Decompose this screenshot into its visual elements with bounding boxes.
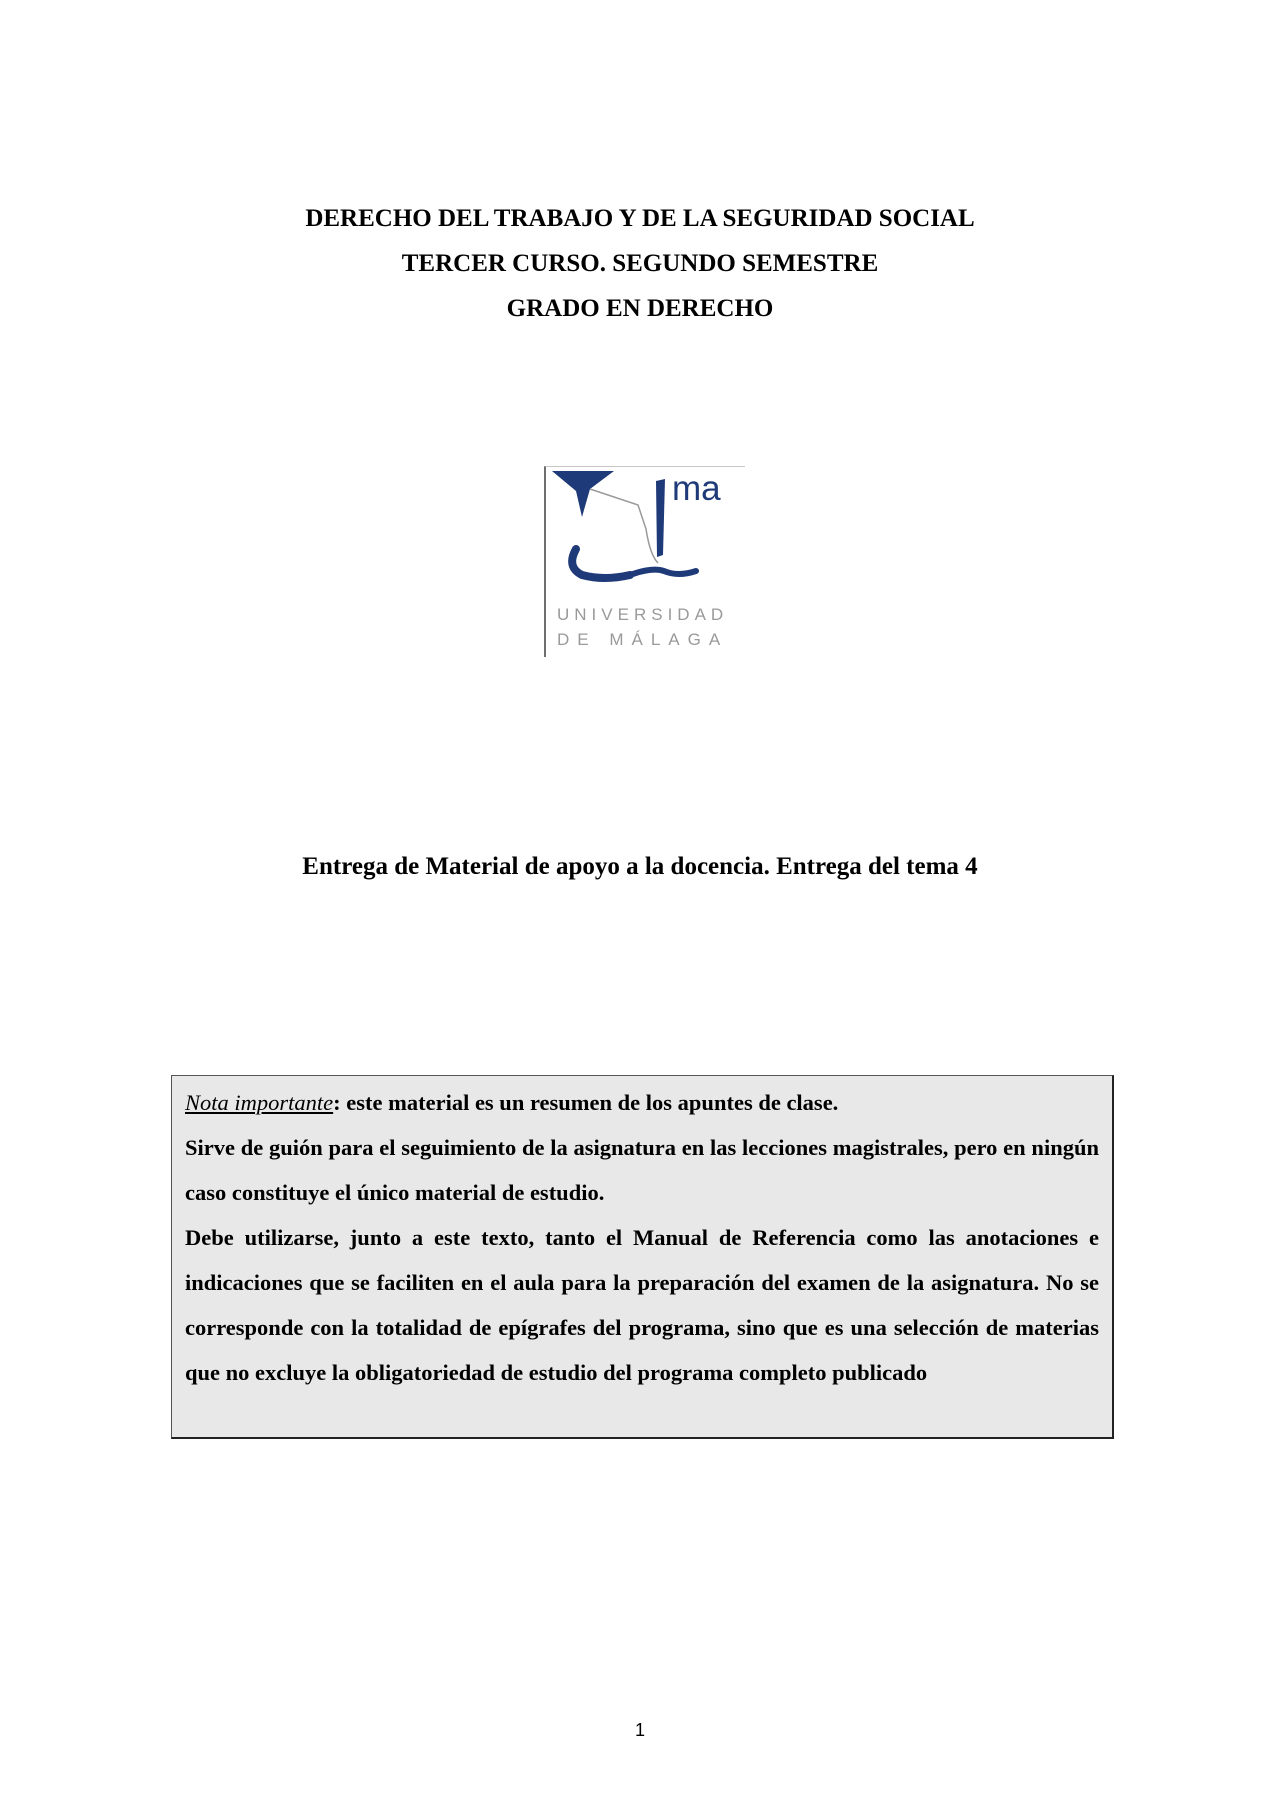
delivery-title: Entrega de Material de apoyo a la docencia. Entrega del tema 4	[302, 853, 978, 880]
note-first-line-text: : este material es un resumen de los apuntes de clase.	[333, 1090, 839, 1115]
note-paragraph-2: Sirve de guión para el seguimiento de la asignatura en las lecciones magistrales, pero en ningún caso constituye el único material de estudio.	[185, 1135, 1099, 1205]
university-logo	[544, 466, 745, 657]
important-note-box	[171, 1075, 1114, 1439]
page-number: 1	[634, 1720, 645, 1740]
logo-name-line1: UNIVERSIDAD	[557, 605, 729, 624]
course-year-semester: TERCER CURSO. SEGUNDO SEMESTRE	[401, 250, 879, 277]
note-label: Nota importante	[185, 1090, 334, 1115]
logo-name-line2: DE MÁLAGA	[557, 630, 729, 649]
course-header	[0, 196, 1280, 331]
course-title: DERECHO DEL TRABAJO Y DE LA SEGURIDAD SOCIAL	[305, 205, 975, 232]
logo-ma-text: ma	[672, 469, 721, 508]
note-first-line	[185, 1080, 1099, 1125]
degree-name: GRADO EN DERECHO	[506, 295, 774, 322]
note-paragraph-3: Debe utilizarse, junto a este texto, tanto el Manual de Referencia como las anotaciones e indicaciones que se faciliten en el aula para la preparación del examen de la asignatura. No se corresponde con la totalidad de epígrafes del programa, sino que es una selección de materias que no excluye la obligatoriedad de estudio del programa completo publicado	[185, 1225, 1099, 1385]
